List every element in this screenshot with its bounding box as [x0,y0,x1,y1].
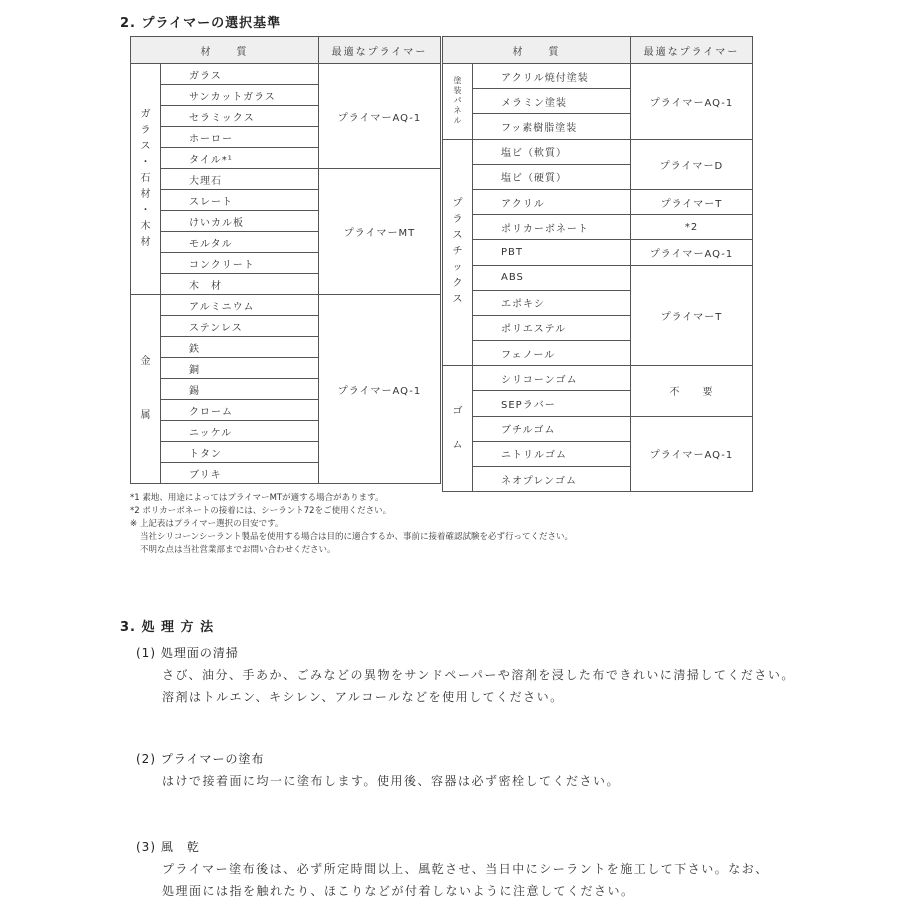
material-cell: エポキシ [473,290,631,315]
primer-cell: *2 [631,215,753,240]
item3-title: (3) 風 乾 [136,840,200,854]
material-cell: ステンレス [161,316,319,337]
item1-body [162,664,795,708]
material-cell: シリコーンゴム [473,366,631,391]
header-material: 材 質 [131,37,319,64]
group-label-rubber: ゴ ム [443,366,473,492]
body-line: 処理面には指を触れたり、ほこりなどが付着しないように注意してください。 [162,884,635,898]
material-cell: フェノール [473,341,631,366]
material-cell: アクリル [473,189,631,214]
primer-cell: プライマーAQ-1 [631,240,753,265]
footnote: ※ 上記表はプライマー選択の目安です。 [130,519,284,529]
primer-cell: プライマーD [631,139,753,189]
footnote: 当社シリコーンシーラント製品を使用する場合は目的に適合するか、事前に接着確認試験を必ず行ってください。 [140,532,573,542]
material-cell: モルタル [161,232,319,253]
material-cell: ガラス [161,64,319,85]
group-label-painted-panel: 塗 装 パ ネ ル [443,64,473,140]
material-cell: ブチルゴム [473,416,631,441]
material-cell: 塩ビ（硬質） [473,164,631,189]
footnote: *2 ポリカーボネートの接着には、シーラント72をご使用ください。 [130,506,392,516]
section3-title: 3. 処 理 方 法 [120,620,215,635]
material-cell: ニッケル [161,421,319,442]
primer-cell: プライマーT [631,265,753,366]
primer-cell: プライマーAQ-1 [631,64,753,140]
material-cell: ポリエステル [473,315,631,340]
primer-cell: プライマーT [631,189,753,214]
group-label-metal: 金 属 [131,295,161,484]
material-cell: 錫 [161,379,319,400]
material-cell: スレート [161,190,319,211]
material-cell: メラミン塗装 [473,89,631,114]
material-cell: ABS [473,265,631,290]
material-cell: SEPラバー [473,391,631,416]
primer-table-right [442,36,753,492]
header-material: 材 質 [443,37,631,64]
material-cell: ニトリルゴム [473,441,631,466]
group-label-glass-stone-wood: ガ ラ ス ・ 石 材 ・ 木 材 [131,64,161,295]
material-cell: 鉄 [161,337,319,358]
item3-body [162,858,769,902]
item2-title: (2) プライマーの塗布 [136,752,265,766]
material-cell: けいカル板 [161,211,319,232]
primer-cell: 不 要 [631,366,753,416]
material-cell: フッ素樹脂塗装 [473,114,631,139]
material-cell: セラミックス [161,106,319,127]
material-cell: 塩ビ（軟質） [473,139,631,164]
body-line: さび、油分、手あか、ごみなどの異物をサンドペーパーや溶剤を浸した布できれいに清掃してください。 [162,668,795,682]
material-cell: ネオプレンゴム [473,467,631,492]
header-primer: 最適なプライマー [631,37,753,64]
section2-title: 2. プライマーの選択基準 [120,16,282,31]
item2-body [162,770,620,792]
material-cell: ポリカーボネート [473,215,631,240]
body-line: プライマー塗布後は、必ず所定時間以上、風乾させ、当日中にシーラントを施工して下さい。なお、 [162,862,769,876]
material-cell: 銅 [161,358,319,379]
primer-table-left [130,36,441,484]
material-cell: サンカットガラス [161,85,319,106]
material-cell: ブリキ [161,463,319,484]
body-line: 溶剤はトルエン、キシレン、アルコールなどを使用してください。 [162,690,564,704]
material-cell: ホーロー [161,127,319,148]
material-cell: PBT [473,240,631,265]
primer-cell: プライマーAQ-1 [631,416,753,492]
material-cell: 大理石 [161,169,319,190]
header-primer: 最適なプライマー [319,37,441,64]
item1-title: (1) 処理面の清掃 [136,646,239,660]
primer-cell: プライマーAQ-1 [319,295,441,484]
material-cell: 木 材 [161,274,319,295]
primer-cell: プライマーAQ-1 [319,64,441,169]
material-cell: クローム [161,400,319,421]
footnote: *1 素地、用途によってはプライマーMTが適する場合があります。 [130,493,384,503]
material-cell: コンクリート [161,253,319,274]
body-line: はけで接着面に均一に塗布します。使用後、容器は必ず密栓してください。 [162,774,621,788]
footnote: 不明な点は当社営業部までお問い合わせください。 [140,545,336,555]
material-cell: トタン [161,442,319,463]
group-label-plastics: プ ラ ス チ ッ ク ス [443,139,473,366]
material-cell: アクリル焼付塗装 [473,64,631,89]
primer-cell: プライマーMT [319,169,441,295]
footnotes [130,492,573,557]
material-cell: タイル*¹ [161,148,319,169]
material-cell: アルミニウム [161,295,319,316]
